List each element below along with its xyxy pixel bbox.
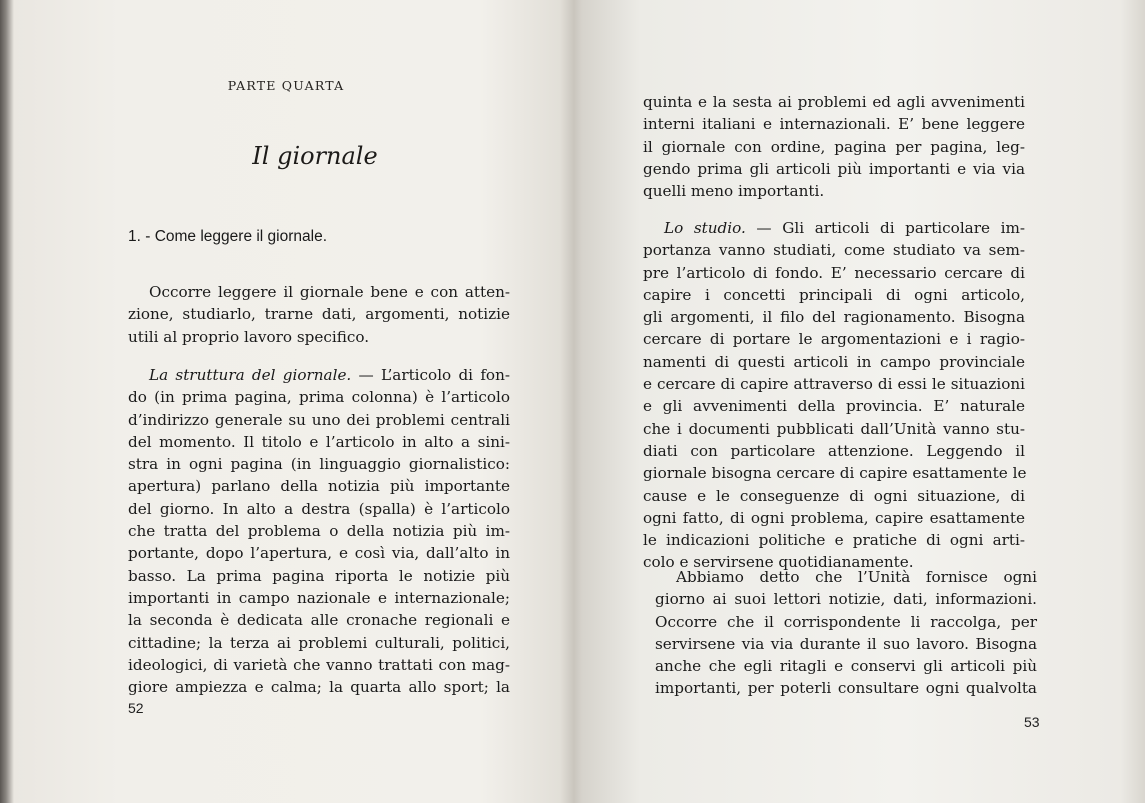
text-line: giornale bisogna cercare di capire esattamente le xyxy=(643,464,1027,483)
text-line: importanti in campo nazionale e internazionale; xyxy=(128,588,510,607)
text-line: portante, dopo l’apertura, e così via, dall’alto in xyxy=(128,544,510,563)
text-line: la seconda è dedicata alle cronache regionali e xyxy=(128,611,510,630)
paragraph-continuation xyxy=(643,91,1025,202)
left-page xyxy=(0,0,572,803)
text-line: quinta e la sesta ai problemi ed agli avvenimenti xyxy=(643,93,1025,111)
text-line: e gli avvenimenti della provincia. E’ naturale xyxy=(643,397,1025,416)
text-line: utili al proprio lavoro specifico. xyxy=(128,327,370,346)
text-line xyxy=(643,217,1025,239)
paragraph-structure xyxy=(128,364,510,698)
text-line: cercare di portare le argomentazioni e i ragio- xyxy=(643,330,1025,349)
text-line: apertura) parlano della notizia più importante xyxy=(128,477,510,496)
text-line: colo e servirsene quotidianamente. xyxy=(643,553,914,572)
text-line: Occorre che il corrispondente li raccolga, per xyxy=(655,612,1037,631)
paragraph-study xyxy=(643,217,1025,574)
text-fragment: — L’articolo di fon- xyxy=(351,366,510,384)
text-line: gli argomenti, il filo del ragionamento. Bisogna xyxy=(643,308,1025,327)
text-line: il giornale con ordine, pagina per pagina, leg- xyxy=(643,137,1025,156)
text-line: d’indirizzo generale su uno dei problemi centrali xyxy=(128,410,510,429)
paragraph-lead: Lo studio. xyxy=(664,219,746,237)
text-line: che i documenti pubblicati dall’Unità vanno stu- xyxy=(643,419,1025,438)
text-line: quelli meno importanti. xyxy=(643,182,825,201)
text-line: diati con particolare attenzione. Leggendo il xyxy=(643,441,1025,460)
text-line xyxy=(128,364,510,386)
text-line: gendo prima gli articoli più importanti e via via xyxy=(643,159,1025,178)
running-head: PARTE QUARTA xyxy=(227,78,345,93)
text-line: capire i concetti principali di ogni articolo, xyxy=(643,285,1025,304)
text-fragment: — Gli articoli di particolare im- xyxy=(745,219,1025,237)
text-line: portanza vanno studiati, come studiato va sem- xyxy=(643,241,1025,260)
text-line: le indicazioni politiche e pratiche di ogni arti- xyxy=(643,531,1025,550)
text-line: del momento. Il titolo e l’articolo in alto a sini- xyxy=(128,432,510,451)
text-line: cause e le conseguenze di ogni situazione, di xyxy=(643,486,1025,505)
chapter-title: Il giornale xyxy=(252,142,378,170)
text-line: Abbiamo detto che l’Unità fornisce ogni xyxy=(676,568,1037,586)
page-number-left: 52 xyxy=(128,700,144,716)
text-line: cittadine; la terza ai problemi culturali, politici, xyxy=(128,633,510,652)
text-line: namenti di questi articoli in campo provinciale xyxy=(643,352,1025,371)
text-line: ideologici, di varietà che vanno trattati con mag- xyxy=(128,655,510,674)
text-line: do (in prima pagina, prima colonna) è l’articolo xyxy=(128,388,510,407)
page-number-right: 53 xyxy=(1024,714,1040,730)
text-line: importanti, per poterli consultare ogni qualvolta xyxy=(655,679,1037,698)
text-line: Occorre leggere il giornale bene e con atten- xyxy=(149,283,510,301)
text-line: ogni fatto, di ogni problema, capire esattamente xyxy=(643,508,1025,527)
text-line: e cercare di capire attraverso di essi le situazioni xyxy=(643,375,1025,394)
paragraph-intro xyxy=(128,281,510,348)
text-line: servirsene via via durante il suo lavoro. Bisogna xyxy=(655,634,1037,653)
text-line: interni italiani e internazionali. E’ bene leggere xyxy=(643,115,1025,134)
paragraph-lead: La struttura del giornale. xyxy=(149,366,352,384)
text-line: pre l’articolo di fondo. E’ necessario cercare di xyxy=(643,263,1025,282)
text-line: giore ampiezza e calma; la quarta allo sport; la xyxy=(128,678,510,697)
text-line: basso. La prima pagina riporta le notizie più xyxy=(128,566,510,585)
text-line: stra in ogni pagina (in linguaggio giornalistico: xyxy=(128,455,510,474)
text-line: giorno ai suoi lettori notizie, dati, informazioni. xyxy=(655,590,1037,609)
paragraph-collection xyxy=(655,566,1037,700)
text-line: che tratta del problema o della notizia più im- xyxy=(128,522,510,541)
text-line: anche che egli ritagli e conservi gli articoli più xyxy=(655,657,1037,676)
section-heading: 1. - Come leggere il giornale. xyxy=(128,228,328,245)
text-line: del giorno. In alto a destra (spalla) è l’articolo xyxy=(128,499,510,518)
text-line: zione, studiarlo, trarne dati, argomenti, notizie xyxy=(128,305,510,324)
